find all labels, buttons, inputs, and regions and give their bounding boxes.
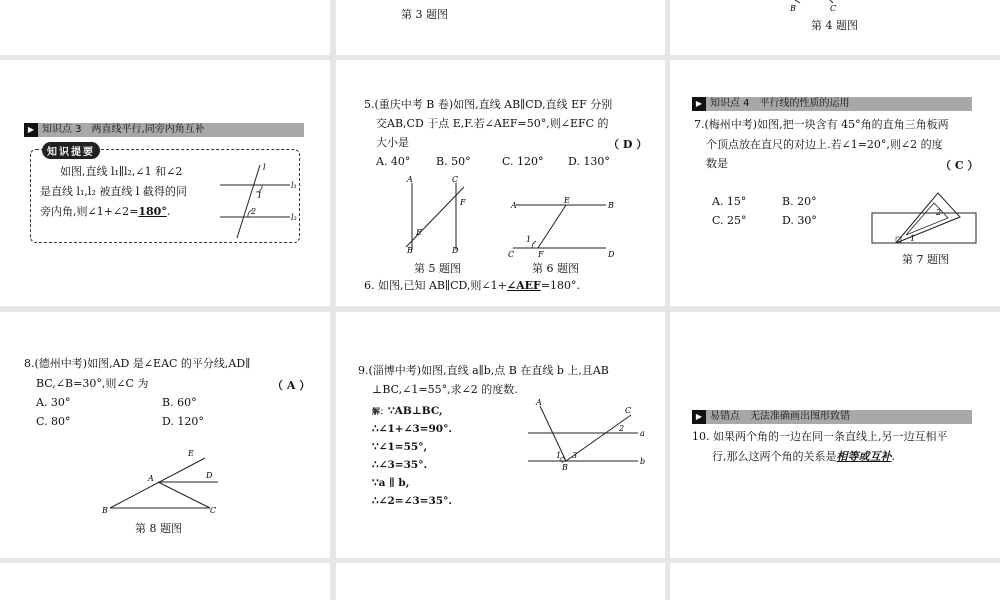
play-triangle-icon: ▶ bbox=[692, 410, 706, 424]
fig8-label-e: E bbox=[188, 449, 194, 458]
figure-5-caption: 第 5 题图 bbox=[414, 262, 461, 275]
q7-option-a: A. 15° bbox=[712, 195, 747, 208]
knowledge-point-3-title: 知识点 3 两直线平行,同旁内角互补 bbox=[42, 124, 205, 135]
fig6-label-1: 1 bbox=[526, 235, 532, 244]
fig8-label-d: D bbox=[206, 471, 213, 480]
q8-line-2: BC,∠B=30°,则∠C 为 bbox=[36, 377, 149, 390]
fig5-label-b: B bbox=[407, 246, 413, 255]
bottom-strip-left bbox=[0, 563, 330, 600]
fig9-label-b-point: B bbox=[562, 463, 568, 472]
q7-line-1: 7.(梅州中考)如图,把一块含有 45°角的直角三角板两 bbox=[694, 118, 949, 131]
q8-line-1: 8.(德州中考)如图,AD 是∠EAC 的平分线,AD∥ bbox=[24, 357, 251, 370]
fig8-label-a: A bbox=[148, 474, 154, 483]
figure-6-caption: 第 6 题图 bbox=[532, 262, 579, 275]
error-point-bar bbox=[692, 410, 972, 424]
fig6-label-f: F bbox=[538, 250, 544, 259]
tip-line-3 bbox=[40, 205, 170, 219]
figure-4-caption: 第 4 题图 bbox=[811, 19, 858, 32]
fig5-label-c: C bbox=[452, 175, 459, 184]
fig-label-l: l bbox=[263, 163, 266, 172]
q8-option-a: A. 30° bbox=[36, 396, 71, 409]
fig-label-angle-1: 1 bbox=[257, 191, 263, 200]
top-right-panel bbox=[670, 0, 1000, 55]
q6-answer: ∠AEF bbox=[506, 279, 541, 292]
error-point-panel bbox=[670, 312, 1000, 558]
q7-line-3: 数是 bbox=[706, 157, 728, 170]
fig-label-l1: l₁ bbox=[291, 181, 297, 190]
q5-option-b: B. 50° bbox=[436, 155, 471, 168]
q9-solution bbox=[372, 402, 452, 510]
fig8-label-b: B bbox=[102, 506, 108, 515]
q6-line bbox=[364, 279, 580, 293]
top-left-panel bbox=[0, 0, 330, 55]
q7-option-c: C. 25° bbox=[712, 214, 747, 227]
figure-7-caption: 第 7 题图 bbox=[902, 253, 949, 266]
tip-line-1: 如图,直线 l₁∥l₂,∠1 和∠2 bbox=[60, 165, 183, 178]
question-9-panel bbox=[336, 312, 665, 558]
knowledge-point-4-panel bbox=[670, 60, 1000, 306]
knowledge-point-4-title: 知识点 4 平行线的性质的运用 bbox=[710, 98, 850, 109]
figure-8 bbox=[100, 450, 230, 520]
figure-6 bbox=[508, 196, 618, 260]
q8-option-b: B. 60° bbox=[162, 396, 197, 409]
q5-line-3: 大小是 bbox=[376, 136, 409, 149]
fig9-label-1: 1 bbox=[556, 451, 562, 460]
figure-7 bbox=[870, 185, 980, 245]
fig9-label-b-line: b bbox=[640, 457, 646, 466]
bottom-strip-right bbox=[670, 563, 1000, 600]
q7-option-b: B. 20° bbox=[782, 195, 817, 208]
fig7-label-2: 2 bbox=[936, 208, 942, 217]
fig9-label-a: A bbox=[536, 398, 542, 407]
q10-text: 行,那么这两个角的关系是 bbox=[712, 450, 837, 463]
fig5-label-a: A bbox=[407, 175, 413, 184]
fig6-label-e: E bbox=[564, 196, 570, 205]
q5-option-d: D. 130° bbox=[568, 155, 610, 168]
q10-line-1: 10. 如果两个角的一边在同一条直线上,另一边互相平 bbox=[692, 430, 948, 443]
fig6-label-c: C bbox=[508, 250, 515, 259]
solution-step-5: ∵a ∥ b, bbox=[372, 477, 410, 489]
q10-line-2 bbox=[712, 450, 895, 464]
play-triangle-icon: ▶ bbox=[692, 97, 706, 111]
figure-5 bbox=[402, 175, 492, 255]
play-triangle-icon: ▶ bbox=[24, 123, 38, 137]
figure-8-caption: 第 8 题图 bbox=[135, 522, 182, 535]
fig4-label-c: C bbox=[830, 4, 837, 13]
fig8-label-c: C bbox=[210, 506, 217, 515]
tip-answer: 180° bbox=[138, 205, 167, 218]
fig5-label-e: E bbox=[416, 228, 422, 237]
q5-line-1: 5.(重庆中考 B 卷)如图,直线 AB∥CD,直线 EF 分别 bbox=[364, 98, 613, 111]
fig5-label-f: F bbox=[460, 198, 466, 207]
figure-9 bbox=[526, 398, 651, 472]
q10-end: . bbox=[891, 450, 895, 463]
q8-answer: （ A ） bbox=[272, 379, 311, 392]
fig6-label-a: A bbox=[511, 201, 517, 210]
q6-text-end: =180°. bbox=[540, 279, 581, 292]
tip-line-3-text: 旁内角,则∠1+∠2= bbox=[40, 205, 139, 218]
solution-step-2: ∴∠1+∠3=90°. bbox=[372, 423, 453, 435]
fig9-label-2: 2 bbox=[619, 424, 625, 433]
error-point-title: 易错点 无法准确画出图形致错 bbox=[710, 411, 850, 422]
figure-3-caption: 第 3 题图 bbox=[401, 8, 448, 21]
q6-text: 6. 如图,已知 AB∥CD,则∠1+ bbox=[364, 279, 507, 292]
fig9-label-3: 3 bbox=[572, 451, 578, 460]
q5-line-2: 交AB,CD 于点 E,F.若∠AEF=50°,则∠EFC 的 bbox=[376, 117, 609, 130]
solution-step-3: ∵∠1=55°, bbox=[372, 441, 428, 453]
fig9-label-a-line: a bbox=[640, 429, 645, 438]
q9-line-1: 9.(淄博中考)如图,直线 a∥b,点 B 在直线 b 上,且AB bbox=[358, 364, 609, 377]
solution-step-6: ∴∠2=∠3=35°. bbox=[372, 495, 453, 507]
solution-step-4: ∴∠3=35°. bbox=[372, 459, 428, 471]
q9-line-2: ⊥BC,∠1=55°,求∠2 的度数. bbox=[372, 383, 518, 396]
knowledge-point-3-bar bbox=[24, 123, 304, 137]
tip-line-2: 是直线 l₁,l₂ 被直线 l 截得的同 bbox=[40, 185, 187, 198]
knowledge-tip-title: 知识提要 bbox=[42, 142, 100, 159]
fig5-label-d: D bbox=[452, 246, 459, 255]
q5-option-a: A. 40° bbox=[376, 155, 411, 168]
question-5-6-panel bbox=[336, 60, 665, 306]
question-8-panel bbox=[0, 312, 330, 558]
fig-label-angle-2: 2 bbox=[251, 207, 257, 216]
fig7-label-1: 1 bbox=[910, 234, 916, 243]
q5-answer: （ D ） bbox=[608, 138, 648, 151]
q7-line-2: 个顶点放在直尺的对边上.若∠1=20°,则∠2 的度 bbox=[706, 138, 943, 151]
bottom-strip-middle bbox=[336, 563, 665, 600]
fig-label-l2: l₂ bbox=[291, 213, 297, 222]
solution-step-1: ∵AB⊥BC, bbox=[388, 405, 443, 417]
top-middle-panel bbox=[336, 0, 665, 55]
fig9-label-c: C bbox=[625, 406, 632, 415]
tip-line-3-end: . bbox=[166, 205, 171, 218]
q10-answer: 相等或互补 bbox=[836, 450, 892, 463]
fig6-label-d: D bbox=[608, 250, 615, 259]
fig6-label-b: B bbox=[608, 201, 614, 210]
q7-option-d: D. 30° bbox=[782, 214, 817, 227]
q5-option-c: C. 120° bbox=[502, 155, 544, 168]
knowledge-point-4-bar bbox=[692, 97, 972, 111]
q8-option-d: D. 120° bbox=[162, 415, 204, 428]
q8-option-c: C. 80° bbox=[36, 415, 71, 428]
q7-answer: （ C ） bbox=[940, 159, 979, 172]
knowledge-point-3-figure bbox=[215, 160, 305, 240]
fig4-label-b: B bbox=[790, 4, 796, 13]
solution-label: 解： bbox=[372, 406, 388, 416]
knowledge-point-3-panel bbox=[0, 60, 330, 306]
